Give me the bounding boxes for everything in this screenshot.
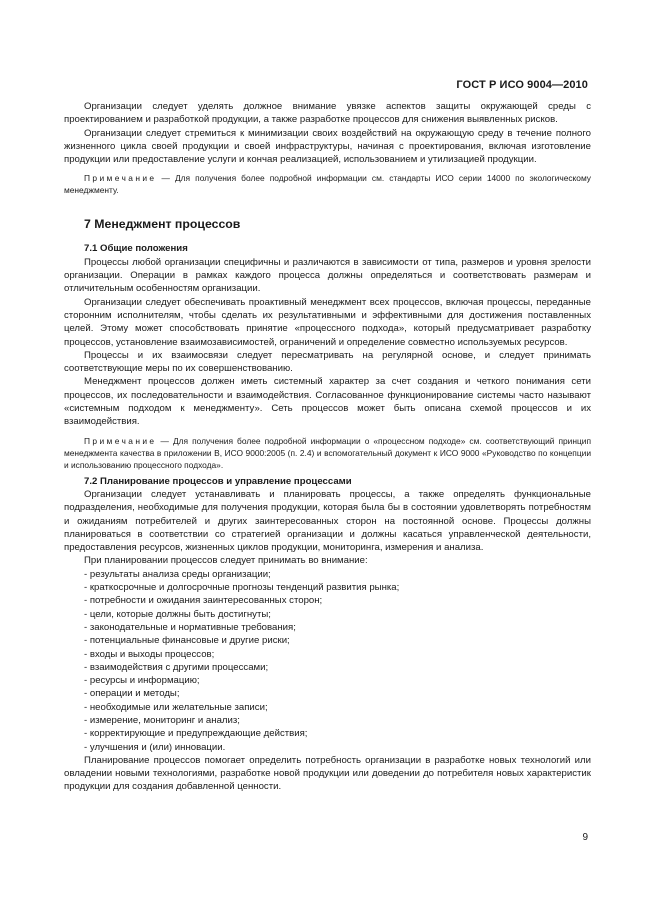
list-item: - результаты анализа среды организации; [84, 568, 271, 580]
section-7-1-title: 7.1 Общие положения [84, 243, 188, 255]
planning-considerations-list [64, 568, 591, 754]
intro-note [64, 172, 591, 196]
intro-paragraph-2: Организации следует стремиться к минимизации своих воздействий на окружающую среду в течение полного жизненного цикла своей продукции и своей инфраструктуры, начиная с проектирования, включая изготовление продукции или предоставление услуги и кончая реализацией, использованием и утилизацией продукции. [64, 127, 591, 166]
intro-paragraph-1: Организации следует уделять должное внимание увязке аспектов защиты окружающей среды с проектированием и разработкой продукции, а также разработке процессов для снижения выявленных рисков. [64, 101, 591, 126]
list-item: - корректирующие и предупреждающие действия; [84, 728, 308, 740]
list-item: - взаимодействия с другими процессами; [84, 661, 269, 673]
note-label: Примечание [84, 173, 157, 184]
s71-paragraph-2: Организации следует обеспечивать проактивный менеджмент всех процессов, включая процессы, переданные сторонним исполнителям, чтобы сделать их результативными и эффективными для достижения поставленных целей. Этому может способствовать принятие «процессного подхода», который предусматривает разработку процессов, установление взаимозависимостей, ограничений и определение совместно используемых ресурсов. [64, 296, 591, 348]
list-item: - цели, которые должны быть достигнуты; [84, 608, 271, 620]
note-label: Примечание [84, 435, 157, 446]
list-item: - необходимые или желательные записи; [84, 701, 268, 713]
page-number: 9 [582, 832, 588, 843]
list-item: - входы и выходы процессов; [84, 648, 215, 660]
section-7-title: 7 Менеджмент процессов [84, 217, 241, 232]
section-7-2-title: 7.2 Планирование процессов и управление процессами [84, 475, 352, 487]
s72-paragraph-1: Организации следует устанавливать и планировать процессы, а также определять функциональные подразделения, необходимые для получения продукции, которая была бы в состоянии удовлетворять потребностям и ожиданиям потребителей и других заинтересованных сторон на постоянной основе. Процессы должны планироваться в соответствии со стратегией организации и должны касаться управленческой деятельности, предоставления ресурсов, жизненных циклов продукции, мониторинга, измерения и анализа. [64, 488, 591, 554]
list-item: - краткосрочные и долгосрочные прогнозы тенденций развития рынка; [84, 582, 400, 594]
s71-paragraph-1: Процессы любой организации специфичны и различаются в зависимости от типа, размеров и уровня зрелости организации. Операции в рамках каждого процесса должны определяться и соответствовать размерам и отличительным особенностям организации. [64, 256, 591, 295]
s71-paragraph-3: Процессы и их взаимосвязи следует пересматривать на регулярной основе, и следует принимать соответствующие меры по их совершенствованию. [64, 349, 591, 375]
document-body [64, 100, 591, 794]
list-item: - потребности и ожидания заинтересованных сторон; [84, 595, 323, 607]
list-item: - измерение, мониторинг и анализ; [84, 714, 240, 726]
list-item: - законодательные и нормативные требования; [84, 621, 296, 633]
s72-list-intro: При планировании процессов следует принимать во внимание: [84, 555, 368, 567]
s71-paragraph-4: Менеджмент процессов должен иметь системный характер за счет создания и четкого понимания сети процессов, их последовательности и взаимодействия. Согласованное функционирование системы часто называют «системным подходом к менеджменту». Сеть процессов может быть описана схемой процессов и их взаимодействия. [64, 376, 591, 428]
list-item: - потенциальные финансовые и другие риски; [84, 635, 290, 647]
list-item: - операции и методы; [84, 688, 180, 700]
note-text: — Для получения более подробной информации о «процессном подходе» см. соответствующий принцип менеджмента качества в приложении В, ИСО 9000:2005 (п. 2.4) и вспомогательный документ к ИСО 9000 «Руководство по концепции и использованию процессного подхода». [64, 435, 591, 470]
standard-code-header: ГОСТ Р ИСО 9004—2010 [456, 79, 588, 91]
s72-paragraph-2: Планирование процессов помогает определить потребность организации в разработке новых технологий или овладении новыми технологиями, разработке новой продукции или доведении до потребителя новых характеристик продукции для создания добавленной ценности. [64, 754, 591, 793]
list-item: - улучшения и (или) инновации. [84, 741, 226, 753]
s71-note [64, 435, 591, 471]
list-item: - ресурсы и информацию; [84, 675, 200, 687]
note-text: — Для получения более подробной информации см. стандарты ИСО серии 14000 по экологическому менеджменту. [64, 173, 591, 196]
